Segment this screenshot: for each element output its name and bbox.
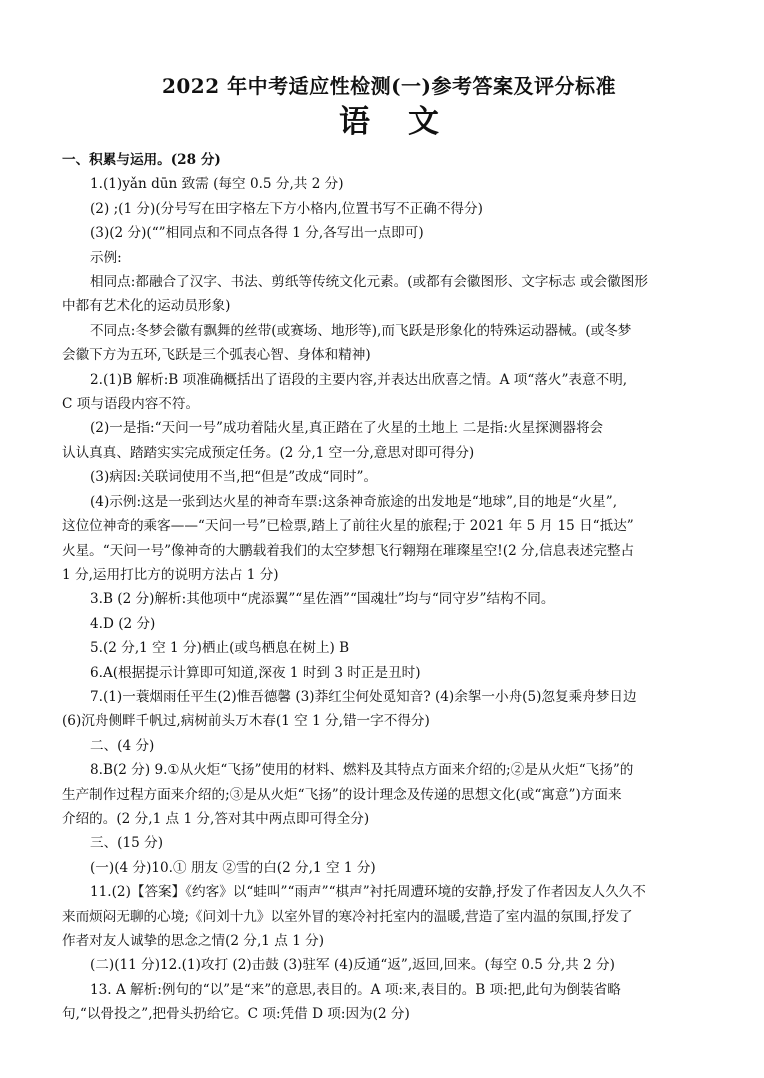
answer-line: 不同点:冬梦会徽有飘舞的丝带(或赛场、地形等),而飞跃是形象化的特殊运动器械。(或冬梦 [90,322,632,339]
answer-line: 5.(2 分,1 空 1 分)栖止(或鸟栖息在树上) B [90,640,350,657]
answer-line: 这位位神奇的乘客——“天问一号”已检票,踏上了前往火星的旅程;于 2021 年 5 月 15 日“抵达” [62,518,634,535]
answer-line: (二)(11 分)12.(1)攻打 (2)击鼓 (3)驻军 (4)反通“返”,返回,回来。(每空 0.5 分,共 2 分) [90,957,615,974]
answer-line: C 项与语段内容不符。 [62,396,200,413]
answer-line: 1 分,运用打比方的说明方法占 1 分) [62,566,279,583]
answer-line: 生产制作过程方面来介绍的;③是从火炬“飞扬”的设计理念及传递的思想文化(或“寓意”)方面来 [62,786,622,803]
section-heading: 一、积累与运用。(28 分) [62,152,221,168]
answer-line: 示例: [90,249,122,266]
answer-line: 6.A(根据提示计算即可知道,深夜 1 时到 3 时正是丑时) [90,664,421,681]
answer-line: 介绍的。(2 分,1 点 1 分,答对其中两点即可得全分) [62,810,370,827]
answer-line: 会徽下方为五环,飞跃是三个弧表心智、身体和精神) [62,347,371,364]
answer-line: 13. A 解析:例句的“以”是“来”的意思,表目的。A 项:来,表目的。B 项:把,此句为倒装省略 [90,981,621,998]
answer-line: 1.(1)yǎn dūn 致需 (每空 0.5 分,共 2 分) [90,176,344,193]
answer-line: (4)示例:这是一张到达火星的神奇车票:这条神奇旅途的出发地是“地球”,目的地是“火星”, [90,493,618,510]
answer-line: (2)一是指:“天问一号”成功着陆火星,真正踏在了火星的土地上 二是指:火星探测器将会 [90,420,604,437]
subject-heading: 语文 [339,104,477,140]
answer-line: 三、(15 分) [90,835,164,852]
answer-line: 3.B (2 分)解析:其他项中“虎添翼”“星佐酒”“国魂壮”均与“同守岁”结构不同。 [90,591,555,608]
answer-line: 2.(1)B 解析:B 项准确概括出了语段的主要内容,并表达出欣喜之情。A 项“落火”表意不明, [90,371,628,388]
answer-line: 作者对友人诚挚的思念之情(2 分,1 点 1 分) [62,933,325,949]
answer-line: (一)(4 分)10.① 朋友 ②雪的白(2 分,1 空 1 分) [90,859,376,876]
answer-line: 7.(1)一蓑烟雨任平生(2)惟吾德馨 (3)莽红尘何处觅知音? (4)余挐一小舟(5)忽复乘舟梦日边 [90,688,637,705]
answer-line: (3)病因:关联词使用不当,把“但是”改成“同时”。 [90,469,378,486]
answer-line: 11.(2)【答案】《约客》以“蛙叫”“雨声”“棋声”衬托周遭环境的安静,抒发了作者因友人久久不 [90,884,646,901]
answer-line: 4.D (2 分) [90,615,156,632]
answer-line: 二、(4 分) [90,737,155,754]
answer-body [62,148,716,1027]
answer-line: 相同点:都融合了汉字、书法、剪纸等传统文化元素。(或都有会徽图形、文字标志 或会徽图形 [90,274,648,291]
answer-line: (2) ;(1 分)(分号写在田字格左下方小格内,位置书写不正确不得分) [90,200,483,217]
answer-line: 句,“以骨投之”,把骨头扔给它。C 项:凭借 D 项:因为(2 分) [62,1006,410,1023]
document-title: 2022 年中考适应性检测(一)参考答案及评分标准 [161,74,617,98]
answer-line: 火星。“天问一号”像神奇的大鹏载着我们的太空梦想飞行翱翔在璀璨星空!(2 分,信息表述完整占 [62,542,635,559]
answer-line: 中都有艺术化的运动员形象) [62,298,231,315]
answer-line: (6)沉舟侧畔千帆过,病树前头万木春(1 空 1 分,错一字不得分) [62,713,430,730]
answer-line: 8.B(2 分) 9.①从火炬“飞扬”使用的材料、燃料及其特点方面来介绍的;②是从火炬“飞扬”的 [90,762,634,779]
answer-line: 认认真真、踏踏实实完成预定任务。(2 分,1 空一分,意思对即可得分) [62,444,475,461]
answer-line: 来而烦闷无聊的心境;《问刘十九》以室外冒的寒冷衬托室内的温暖,营造了室内温的氛围,抒发了 [62,908,633,925]
answer-line: (3)(2 分)(“”相同点和不同点各得 1 分,各写出一点即可) [90,225,424,242]
